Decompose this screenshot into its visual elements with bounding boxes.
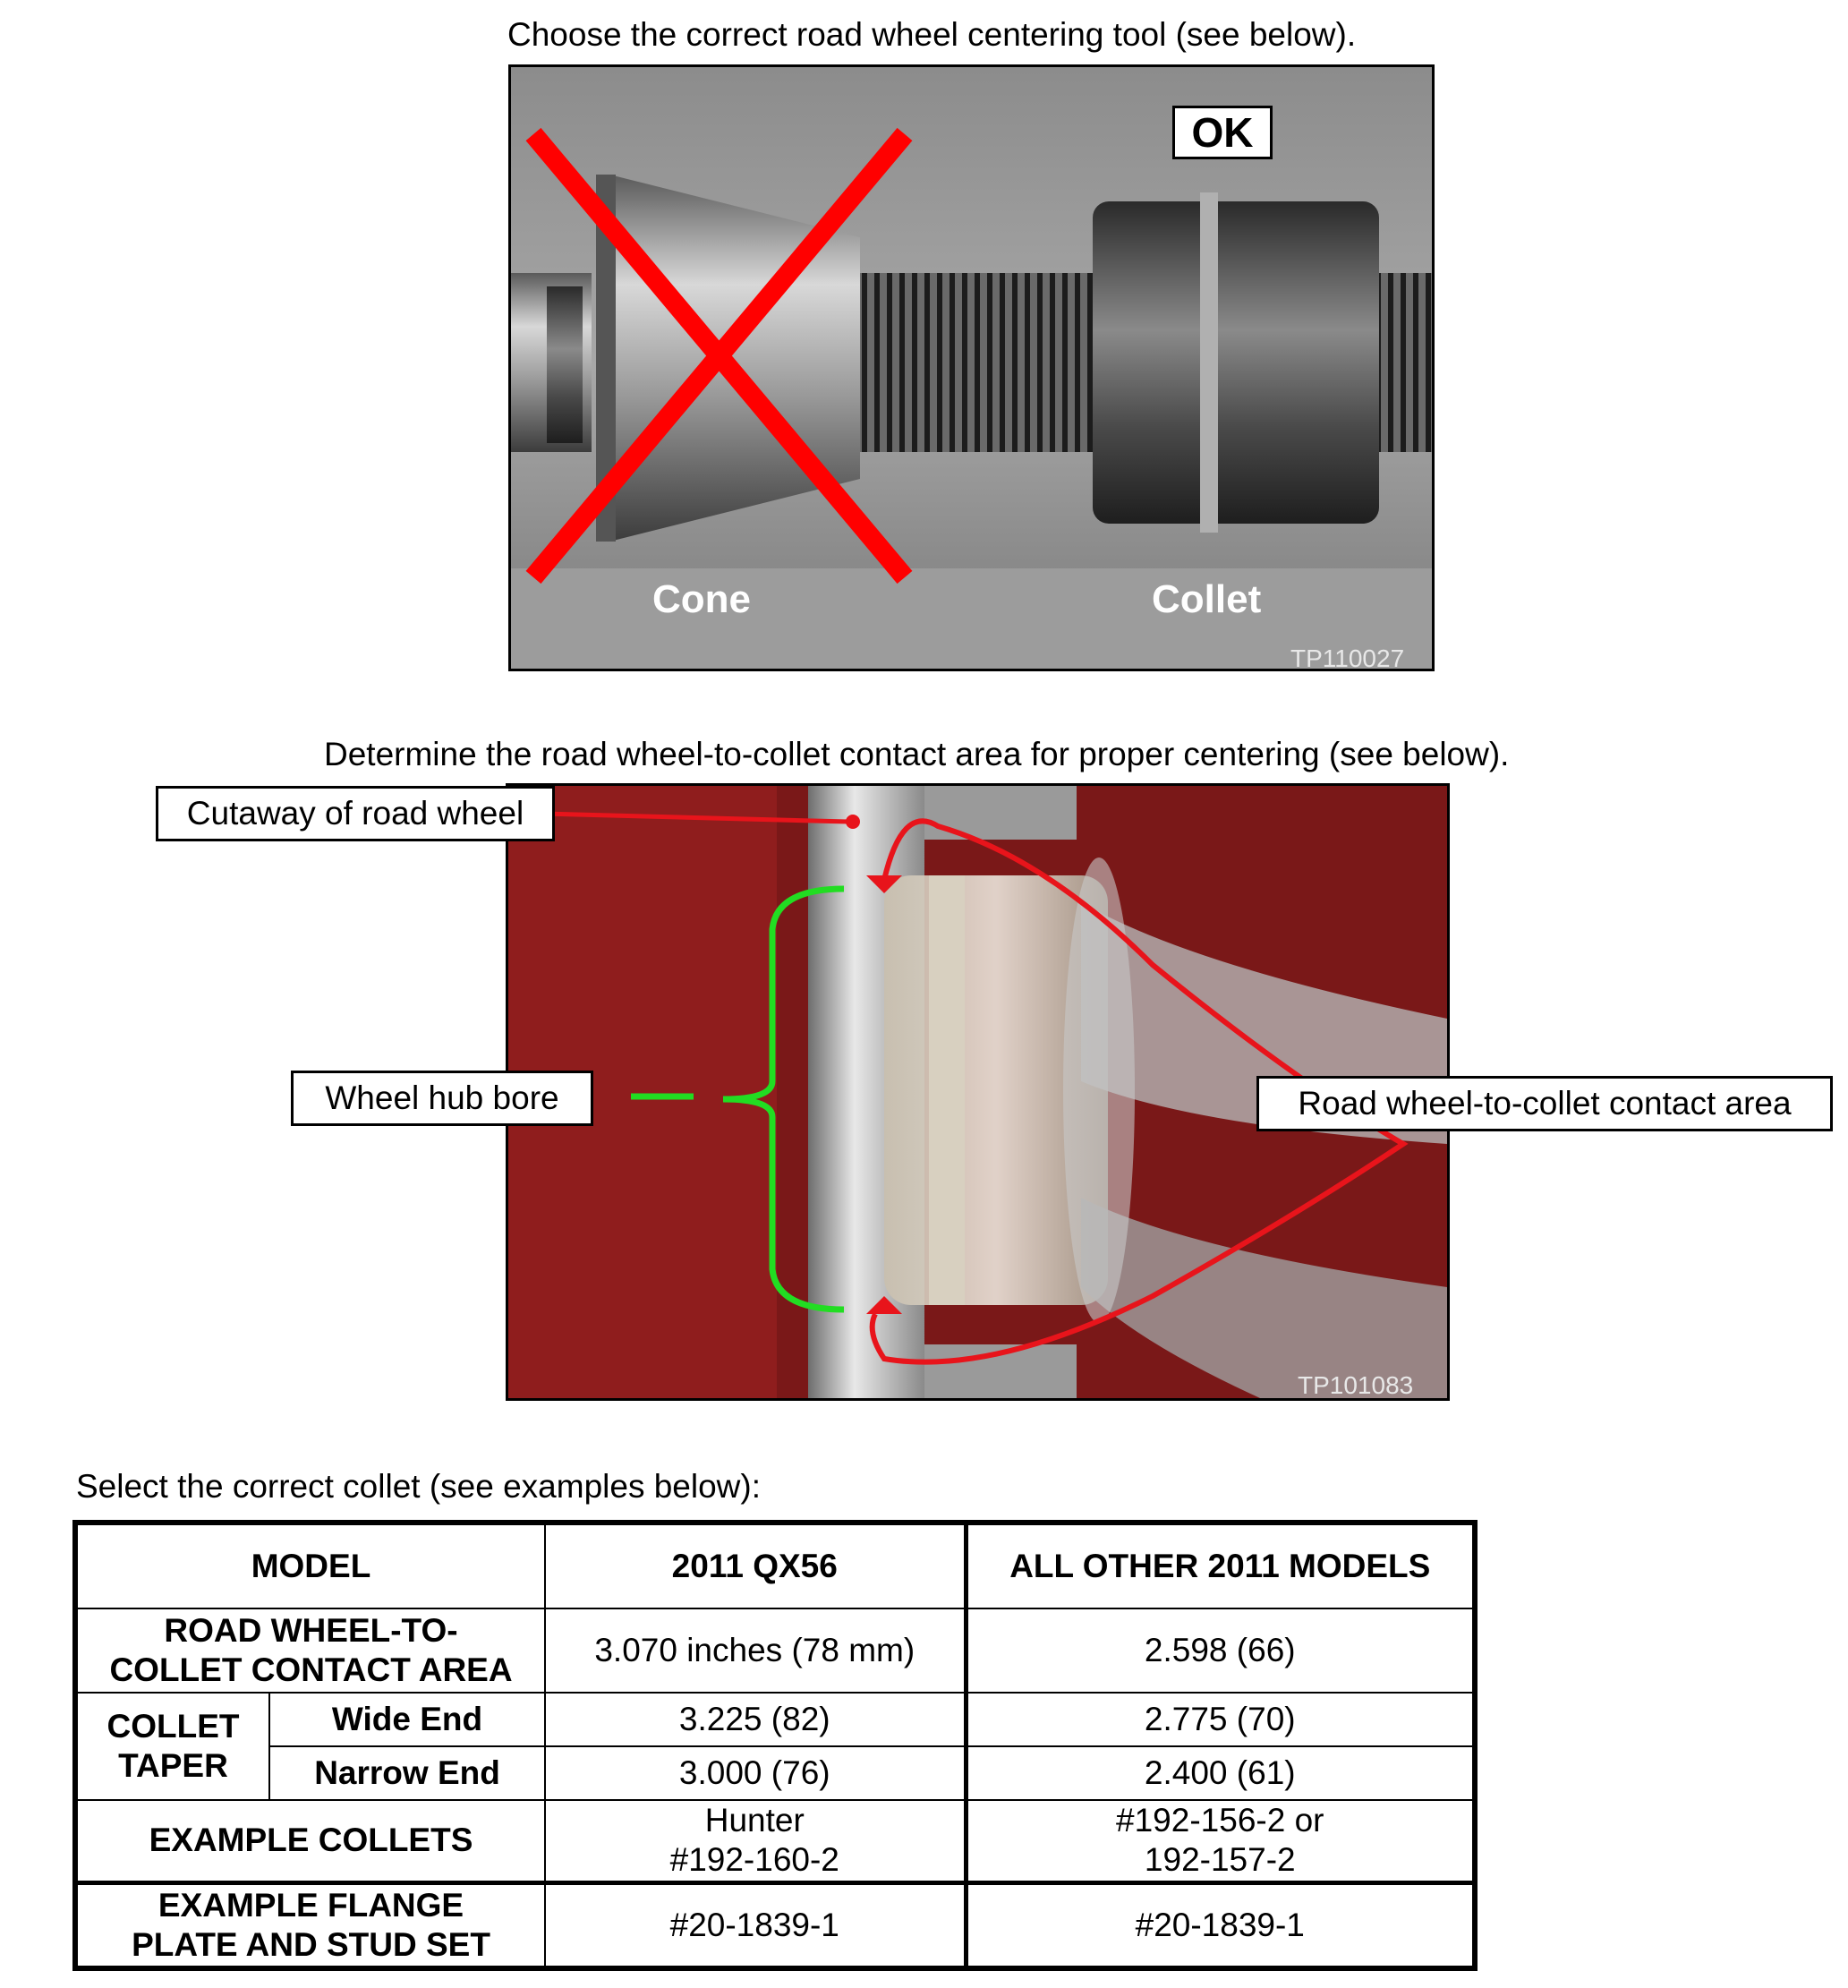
cell-contact-qx56: 3.070 inches (78 mm) [545, 1608, 966, 1693]
value-line: #192-156-2 or [1116, 1802, 1324, 1839]
label-line: PLATE AND STUD SET [132, 1925, 490, 1963]
label-line: COLLET CONTACT AREA [109, 1651, 513, 1688]
label-line: ROAD WHEEL-TO- [164, 1612, 458, 1649]
cell-collets-other [966, 1800, 1473, 1882]
label-line: COLLET [106, 1708, 240, 1745]
cone-collet-illustration [511, 67, 1432, 669]
callout-contact-area: Road wheel-to-collet contact area [1256, 1076, 1833, 1131]
header-other-models: ALL OTHER 2011 MODELS [966, 1524, 1473, 1608]
caption-contact-area: Determine the road wheel-to-collet contact area for proper centering (see below). [324, 736, 1510, 772]
row-label-contact-area [77, 1608, 545, 1693]
row-label-wide-end: Wide End [269, 1693, 545, 1746]
label-line: TAPER [118, 1747, 228, 1784]
cell-narrow-other: 2.400 (61) [966, 1746, 1473, 1800]
cell-narrow-qx56: 3.000 (76) [545, 1746, 966, 1800]
collet-spec-table [76, 1523, 1474, 1967]
row-label-flange-plate [77, 1882, 545, 1967]
table-row [77, 1746, 1473, 1800]
callout-cutaway-road-wheel: Cutaway of road wheel [156, 786, 555, 841]
hub-brace-leader [631, 1092, 694, 1101]
value-line: #192-160-2 [669, 1841, 839, 1879]
caption-select-collet: Select the correct collet (see examples below): [76, 1468, 762, 1505]
table-row [77, 1608, 1473, 1693]
header-qx56: 2011 QX56 [545, 1524, 966, 1608]
caption-centering-tool: Choose the correct road wheel centering tool (see below). [507, 16, 1357, 53]
table-row [77, 1800, 1473, 1882]
photo1-ref-code: TP110027 [1290, 644, 1405, 672]
header-model: MODEL [77, 1524, 545, 1608]
collet-label: Collet [1152, 577, 1262, 621]
cell-wide-other: 2.775 (70) [966, 1693, 1473, 1746]
cell-wide-qx56: 3.225 (82) [545, 1693, 966, 1746]
cell-flange-qx56: #20-1839-1 [545, 1882, 966, 1967]
row-label-example-collets: EXAMPLE COLLETS [77, 1800, 545, 1882]
table-row [77, 1693, 1473, 1746]
row-label-narrow-end: Narrow End [269, 1746, 545, 1800]
cell-flange-other: #20-1839-1 [966, 1882, 1473, 1967]
cell-contact-other: 2.598 (66) [966, 1608, 1473, 1693]
table-row [77, 1882, 1473, 1967]
cone-label: Cone [652, 577, 751, 621]
photo2-ref-code: TP101083 [1298, 1371, 1414, 1399]
table-row [77, 1524, 1473, 1608]
photo-cone-vs-collet [508, 64, 1435, 671]
ok-label: OK [1172, 106, 1273, 159]
callout-wheel-hub-bore: Wheel hub bore [291, 1071, 593, 1126]
label-line: EXAMPLE FLANGE [158, 1886, 464, 1924]
value-line: 192-157-2 [1144, 1841, 1296, 1879]
value-line: Hunter [704, 1802, 805, 1839]
cell-collets-qx56 [545, 1800, 966, 1882]
row-label-collet-taper [77, 1693, 269, 1800]
